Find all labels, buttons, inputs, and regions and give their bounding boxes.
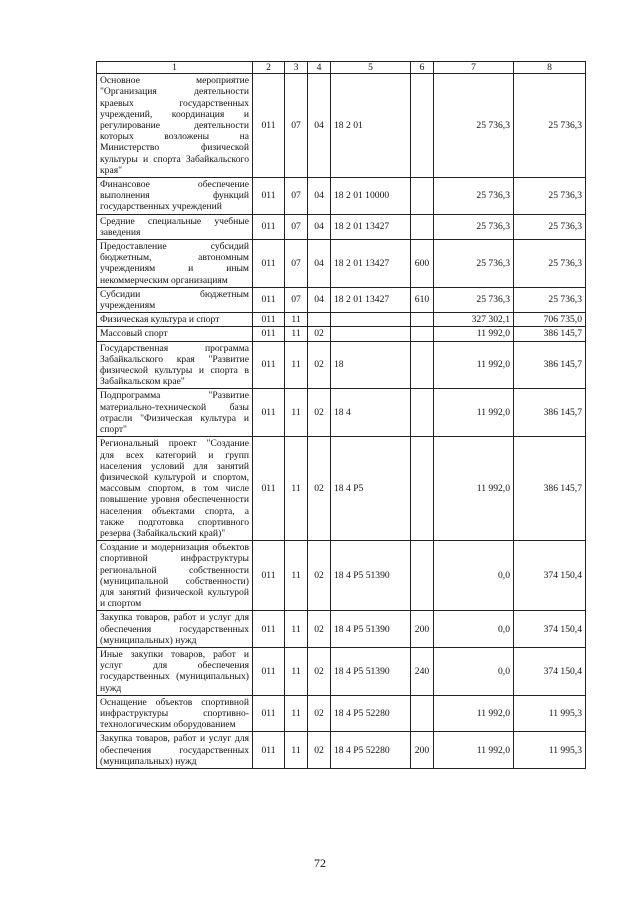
amount-col8-cell: 386 145,7 bbox=[514, 389, 586, 437]
amount-col7-cell: 0,0 bbox=[434, 647, 514, 695]
target-article-cell: 18 bbox=[331, 341, 411, 389]
amount-col8-cell: 386 145,7 bbox=[514, 437, 586, 541]
header-row bbox=[97, 62, 586, 74]
section-code-cell: 11 bbox=[285, 313, 308, 327]
section-code-cell: 07 bbox=[285, 74, 308, 178]
section-code-cell: 11 bbox=[285, 389, 308, 437]
amount-col8-cell: 25 736,3 bbox=[514, 240, 586, 288]
expense-type-cell bbox=[411, 695, 434, 732]
expense-type-cell: 200 bbox=[411, 611, 434, 648]
table-row bbox=[97, 389, 586, 437]
ministry-code-cell: 011 bbox=[253, 389, 285, 437]
target-article-cell: 18 4 P5 51390 bbox=[331, 541, 411, 611]
subsection-code-cell: 02 bbox=[308, 437, 331, 541]
expense-type-cell bbox=[411, 541, 434, 611]
section-code-cell: 07 bbox=[285, 240, 308, 288]
item-name-cell: Закупка товаров, работ и услуг для обеспечения государственных (муниципальных) нужд bbox=[97, 732, 253, 769]
expense-type-cell bbox=[411, 178, 434, 215]
amount-col8-cell: 374 150,4 bbox=[514, 611, 586, 648]
subsection-code-cell: 02 bbox=[308, 647, 331, 695]
section-code-cell: 11 bbox=[285, 341, 308, 389]
column-header: 4 bbox=[308, 62, 331, 74]
target-article-cell bbox=[331, 313, 411, 327]
amount-col7-cell: 0,0 bbox=[434, 541, 514, 611]
amount-col8-cell: 25 736,3 bbox=[514, 287, 586, 312]
expense-type-cell: 600 bbox=[411, 240, 434, 288]
target-article-cell: 18 4 P5 51390 bbox=[331, 611, 411, 648]
ministry-code-cell: 011 bbox=[253, 178, 285, 215]
target-article-cell: 18 4 P5 bbox=[331, 437, 411, 541]
subsection-code-cell bbox=[308, 313, 331, 327]
amount-col7-cell: 11 992,0 bbox=[434, 389, 514, 437]
subsection-code-cell: 02 bbox=[308, 327, 331, 341]
ministry-code-cell: 011 bbox=[253, 647, 285, 695]
ministry-code-cell: 011 bbox=[253, 695, 285, 732]
ministry-code-cell: 011 bbox=[253, 287, 285, 312]
target-article-cell: 18 4 P5 52280 bbox=[331, 695, 411, 732]
item-name-cell: Основное мероприятие "Организация деятельности краевых государственных учреждений, координация и регулирование деятельности которых возложены на Министерство физической культуры и спорта Забайкальского края" bbox=[97, 74, 253, 178]
target-article-cell: 18 2 01 10000 bbox=[331, 178, 411, 215]
amount-col8-cell: 706 735,0 bbox=[514, 313, 586, 327]
expense-type-cell bbox=[411, 214, 434, 239]
expense-type-cell bbox=[411, 313, 434, 327]
subsection-code-cell: 02 bbox=[308, 389, 331, 437]
table-row bbox=[97, 695, 586, 732]
ministry-code-cell: 011 bbox=[253, 611, 285, 648]
expense-type-cell: 610 bbox=[411, 287, 434, 312]
table-row bbox=[97, 313, 586, 327]
ministry-code-cell: 011 bbox=[253, 327, 285, 341]
amount-col7-cell: 0,0 bbox=[434, 611, 514, 648]
column-header: 3 bbox=[285, 62, 308, 74]
subsection-code-cell: 02 bbox=[308, 732, 331, 769]
target-article-cell bbox=[331, 327, 411, 341]
amount-col8-cell: 374 150,4 bbox=[514, 541, 586, 611]
subsection-code-cell: 04 bbox=[308, 74, 331, 178]
amount-col7-cell: 11 992,0 bbox=[434, 695, 514, 732]
expense-type-cell bbox=[411, 389, 434, 437]
subsection-code-cell: 04 bbox=[308, 214, 331, 239]
subsection-code-cell: 04 bbox=[308, 240, 331, 288]
ministry-code-cell: 011 bbox=[253, 74, 285, 178]
table-row bbox=[97, 178, 586, 215]
column-header: 8 bbox=[514, 62, 586, 74]
item-name-cell: Государственная программа Забайкальского края "Развитие физической культуры и спорта в Забайкальском крае" bbox=[97, 341, 253, 389]
amount-col8-cell: 374 150,4 bbox=[514, 647, 586, 695]
table-row bbox=[97, 287, 586, 312]
table-row bbox=[97, 732, 586, 769]
section-code-cell: 07 bbox=[285, 214, 308, 239]
target-article-cell: 18 4 P5 51390 bbox=[331, 647, 411, 695]
page-number: 72 bbox=[314, 856, 326, 870]
amount-col7-cell: 327 302,1 bbox=[434, 313, 514, 327]
section-code-cell: 07 bbox=[285, 287, 308, 312]
section-code-cell: 11 bbox=[285, 327, 308, 341]
item-name-cell: Физическая культура и спорт bbox=[97, 313, 253, 327]
ministry-code-cell: 011 bbox=[253, 437, 285, 541]
amount-col8-cell: 25 736,3 bbox=[514, 214, 586, 239]
expense-type-cell: 200 bbox=[411, 732, 434, 769]
item-name-cell: Закупка товаров, работ и услуг для обеспечения государственных (муниципальных) нужд bbox=[97, 611, 253, 648]
expense-type-cell bbox=[411, 341, 434, 389]
subsection-code-cell: 04 bbox=[308, 287, 331, 312]
expense-type-cell: 240 bbox=[411, 647, 434, 695]
column-header: 6 bbox=[411, 62, 434, 74]
section-code-cell: 11 bbox=[285, 732, 308, 769]
item-name-cell: Создание и модернизация объектов спортивной инфраструктуры региональной собственности (муниципальной собственности) для занятий физической культурой и спортом bbox=[97, 541, 253, 611]
subsection-code-cell: 02 bbox=[308, 541, 331, 611]
subsection-code-cell: 02 bbox=[308, 611, 331, 648]
amount-col8-cell: 386 145,7 bbox=[514, 341, 586, 389]
ministry-code-cell: 011 bbox=[253, 214, 285, 239]
amount-col8-cell: 11 995,3 bbox=[514, 695, 586, 732]
ministry-code-cell: 011 bbox=[253, 313, 285, 327]
section-code-cell: 11 bbox=[285, 695, 308, 732]
table-row bbox=[97, 327, 586, 341]
budget-table bbox=[96, 61, 586, 769]
amount-col7-cell: 25 736,3 bbox=[434, 214, 514, 239]
item-name-cell: Массовый спорт bbox=[97, 327, 253, 341]
item-name-cell: Средние специальные учебные заведения bbox=[97, 214, 253, 239]
section-code-cell: 11 bbox=[285, 647, 308, 695]
section-code-cell: 11 bbox=[285, 541, 308, 611]
amount-col7-cell: 25 736,3 bbox=[434, 74, 514, 178]
table-row bbox=[97, 214, 586, 239]
table-row bbox=[97, 611, 586, 648]
amount-col8-cell: 25 736,3 bbox=[514, 74, 586, 178]
section-code-cell: 11 bbox=[285, 611, 308, 648]
subsection-code-cell: 02 bbox=[308, 695, 331, 732]
item-name-cell: Подпрограмма "Развитие материально-технической базы отрасли "Физическая культура и спорт" bbox=[97, 389, 253, 437]
expense-type-cell bbox=[411, 437, 434, 541]
amount-col7-cell: 25 736,3 bbox=[434, 178, 514, 215]
amount-col7-cell: 25 736,3 bbox=[434, 240, 514, 288]
target-article-cell: 18 4 bbox=[331, 389, 411, 437]
amount-col8-cell: 25 736,3 bbox=[514, 178, 586, 215]
amount-col7-cell: 11 992,0 bbox=[434, 437, 514, 541]
item-name-cell: Региональный проект "Создание для всех категорий и групп населения условий для занятий физической культурой и спортом, массовым спортом, в том числе повышение уровня обеспеченности населения объектами спорта, а также подготовка спортивного резерва (Забайкальский край)" bbox=[97, 437, 253, 541]
amount-col7-cell: 11 992,0 bbox=[434, 327, 514, 341]
ministry-code-cell: 011 bbox=[253, 341, 285, 389]
subsection-code-cell: 02 bbox=[308, 341, 331, 389]
amount-col7-cell: 25 736,3 bbox=[434, 287, 514, 312]
target-article-cell: 18 2 01 13427 bbox=[331, 240, 411, 288]
target-article-cell: 18 2 01 13427 bbox=[331, 287, 411, 312]
amount-col7-cell: 11 992,0 bbox=[434, 732, 514, 769]
subsection-code-cell: 04 bbox=[308, 178, 331, 215]
ministry-code-cell: 011 bbox=[253, 240, 285, 288]
amount-col8-cell: 11 995,3 bbox=[514, 732, 586, 769]
target-article-cell: 18 2 01 bbox=[331, 74, 411, 178]
ministry-code-cell: 011 bbox=[253, 541, 285, 611]
item-name-cell: Субсидии бюджетным учреждениям bbox=[97, 287, 253, 312]
section-code-cell: 11 bbox=[285, 437, 308, 541]
table-row bbox=[97, 240, 586, 288]
column-header: 2 bbox=[253, 62, 285, 74]
expense-type-cell bbox=[411, 74, 434, 178]
expense-type-cell bbox=[411, 327, 434, 341]
column-header: 1 bbox=[97, 62, 253, 74]
item-name-cell: Иные закупки товаров, работ и услуг для обеспечения государственных (муниципальных) нужд bbox=[97, 647, 253, 695]
item-name-cell: Финансовое обеспечение выполнения функций государственных учреждений bbox=[97, 178, 253, 215]
table-row bbox=[97, 341, 586, 389]
target-article-cell: 18 2 01 13427 bbox=[331, 214, 411, 239]
section-code-cell: 07 bbox=[285, 178, 308, 215]
table-row bbox=[97, 647, 586, 695]
column-header: 5 bbox=[331, 62, 411, 74]
table-row bbox=[97, 541, 586, 611]
ministry-code-cell: 011 bbox=[253, 732, 285, 769]
column-header: 7 bbox=[434, 62, 514, 74]
table-body bbox=[97, 74, 586, 769]
item-name-cell: Оснащение объектов спортивной инфраструктуры спортивно-технологическим оборудованием bbox=[97, 695, 253, 732]
amount-col8-cell: 386 145,7 bbox=[514, 327, 586, 341]
amount-col7-cell: 11 992,0 bbox=[434, 341, 514, 389]
item-name-cell: Предоставление субсидий бюджетным, автономным учреждениям и иным некоммерческим организациям bbox=[97, 240, 253, 288]
table-row bbox=[97, 74, 586, 178]
table-row bbox=[97, 437, 586, 541]
target-article-cell: 18 4 P5 52280 bbox=[331, 732, 411, 769]
